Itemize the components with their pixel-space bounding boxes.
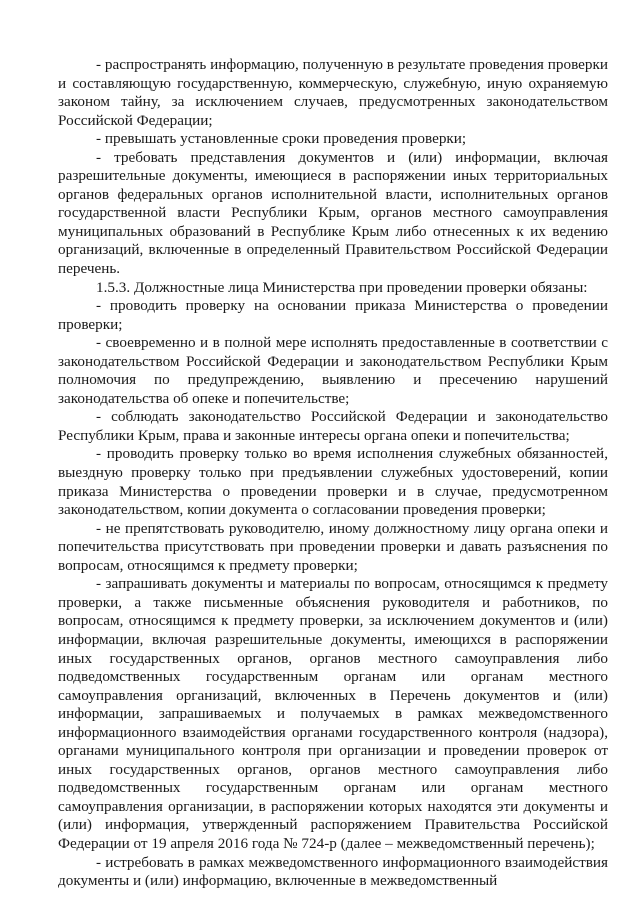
section-heading-1-5-3: 1.5.3. Должностные лица Министерства при проведении проверки обязаны: — [96, 278, 588, 296]
list-item-exceed-deadlines: - превышать установленные сроки проведения проверки; — [96, 130, 467, 148]
list-item-order-basis: - проводить проверку на основании приказа Министерства о проведении проверки; — [58, 297, 608, 333]
list-item-working-hours: - проводить проверку только во время исполнения служебных обязанностей, выездную проверку только при предъявлении служебных удостоверений, копии приказа Министерства о проведении проверки и в случае, предусмотренном законодательством, копии документа о согласовании проведения проверки; — [58, 445, 608, 519]
list-item-demand-documents: - требовать представления документов и (или) информации, включая разрешительные документы, имеющиеся в распоряжении иных территориальных органов федеральных органов исполнительной власти, исполнительных органов государственной власти Республики Крым, органов местного самоуправления муниципальных образований в Республике Крым либо отнесенных к их ведению организаций, включенные в определенный Правительством Российской Федерации перечень. — [58, 148, 608, 278]
list-item-exercise-powers: - своевременно и в полной мере исполнять предоставленные в соответствии с законодательством Российской Федерации и законодательством Республики Крым полномочия по предупреждению, выявлению и пресечению нарушений законодательства об опеке и попечительстве; — [58, 334, 608, 407]
list-item-disclose-secrets: - распространять информацию, полученную в результате проведения проверки и составляющую государственную, коммерческую, служебную, иную охраняемую законом тайну, за исключением случаев, предусмотренных законодательством Российской Федерации; — [58, 56, 608, 129]
list-item-request-documents: - запрашивать документы и материалы по вопросам, относящимся к предмету проверки, а также письменные объяснения руководителя и работников, по вопросам, относящимся к предмету проверки, за исключением документов и (или) информации, включая разрешительные документы, имеющихся в распоряжении иных государственных органов, органов местного самоуправления либо подведомственных государственным органам или органам местного самоуправления организаций, включенных в Перечень документов и (или) информации, запрашиваемых и получаемых в рамках межведомственного информационного взаимодействия органами государственного контроля (надзора), органами муниципального контроля при организации и проведении проверок от иных государственных органов, органов местного самоуправления либо подведомственных государственным органам или органам местного самоуправления организации, в распоряжении которых находятся эти документы и (или) информация, утвержденный распоряжением Правительства Российской Федерации от 19 апреля 2016 года № 724-р (далее – межведомственный перечень); — [58, 575, 608, 852]
list-item-observe-law: - соблюдать законодательство Российской Федерации и законодательство Республики Крым, права и законные интересы органа опеки и попечительства; — [58, 408, 608, 444]
list-item-interagency-request: - истребовать в рамках межведомственного информационного взаимодействия документы и (или) информацию, включенные в межведомственный — [58, 853, 608, 890]
list-item-not-obstruct: - не препятствовать руководителю, иному должностному лицу органа опеки и попечительства присутствовать при проведении проверки и давать разъяснения по вопросам, относящимся к предмету проверки; — [58, 519, 608, 574]
